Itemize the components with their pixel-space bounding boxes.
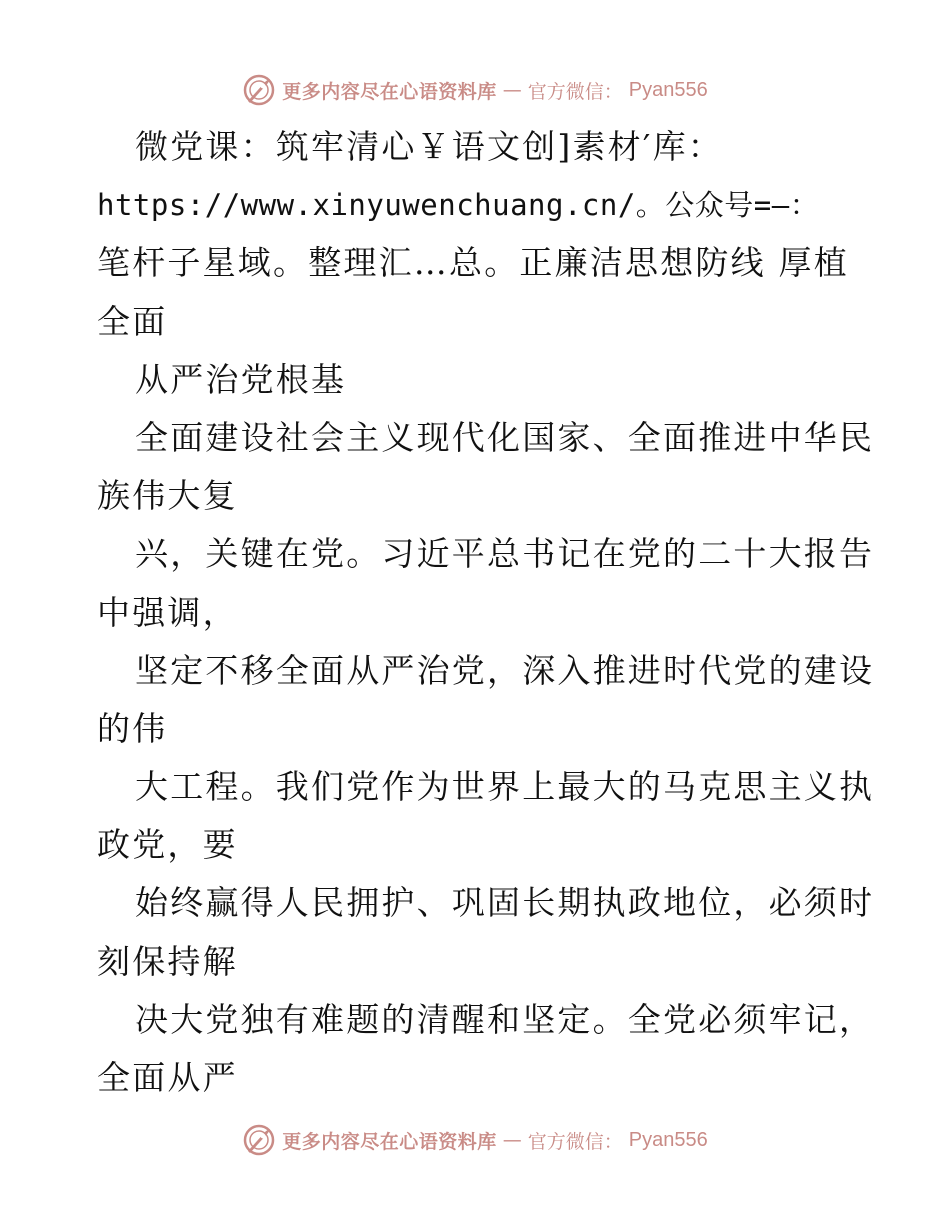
body-line: 政党，要: [97, 825, 238, 865]
footer-separator: —: [502, 1129, 522, 1151]
body-line: 兴，关键在党。习近平总书记在党的二十大报告: [135, 534, 875, 574]
document-body: [97, 118, 875, 1107]
body-line: 全面: [97, 301, 168, 341]
header-wechat-label: 官方微信：: [527, 80, 623, 103]
body-line: 从严治党根基: [135, 359, 347, 399]
body-line: 决大党独有难题的清醒和坚定。全党必须牢记，: [135, 999, 875, 1039]
body-line: 全面从严: [97, 1058, 238, 1097]
body-line: 微党课：筑牢清心￥语文创]素材′库：: [135, 127, 723, 166]
body-line: 刻保持解: [97, 941, 238, 981]
header-wechat-id: Pyan556: [628, 78, 708, 101]
header-separator: —: [502, 79, 522, 101]
body-line: 的伟: [97, 708, 168, 748]
body-line: 全面建设社会主义现代化国家、全面推进中华民: [135, 417, 875, 457]
header-banner: [0, 70, 950, 110]
body-line: 笔杆子星域。整理汇…总。正廉洁思想防线 厚植: [97, 243, 849, 283]
footer-brand-text: 更多内容尽在心语资料库: [282, 1130, 497, 1153]
body-line: 中强调，: [97, 592, 238, 632]
header-brand-text: 更多内容尽在心语资料库: [282, 80, 497, 103]
body-line: 族伟大复: [97, 476, 238, 516]
body-line-url: https://www.xinyuwenchuang.cn/。公众号=—：: [97, 188, 820, 223]
quill-seal-icon: [242, 1123, 276, 1157]
footer-wechat-id: Pyan556: [628, 1128, 708, 1151]
footer-banner: [0, 1120, 950, 1160]
footer-wechat-label: 官方微信：: [527, 1130, 623, 1153]
body-line: 始终赢得人民拥护、巩固长期执政地位，必须时: [135, 883, 875, 923]
quill-seal-icon: [242, 73, 276, 107]
body-line: 大工程。我们党作为世界上最大的马克思主义执: [135, 767, 875, 807]
body-line: 坚定不移全面从严治党，深入推进时代党的建设: [135, 650, 875, 690]
